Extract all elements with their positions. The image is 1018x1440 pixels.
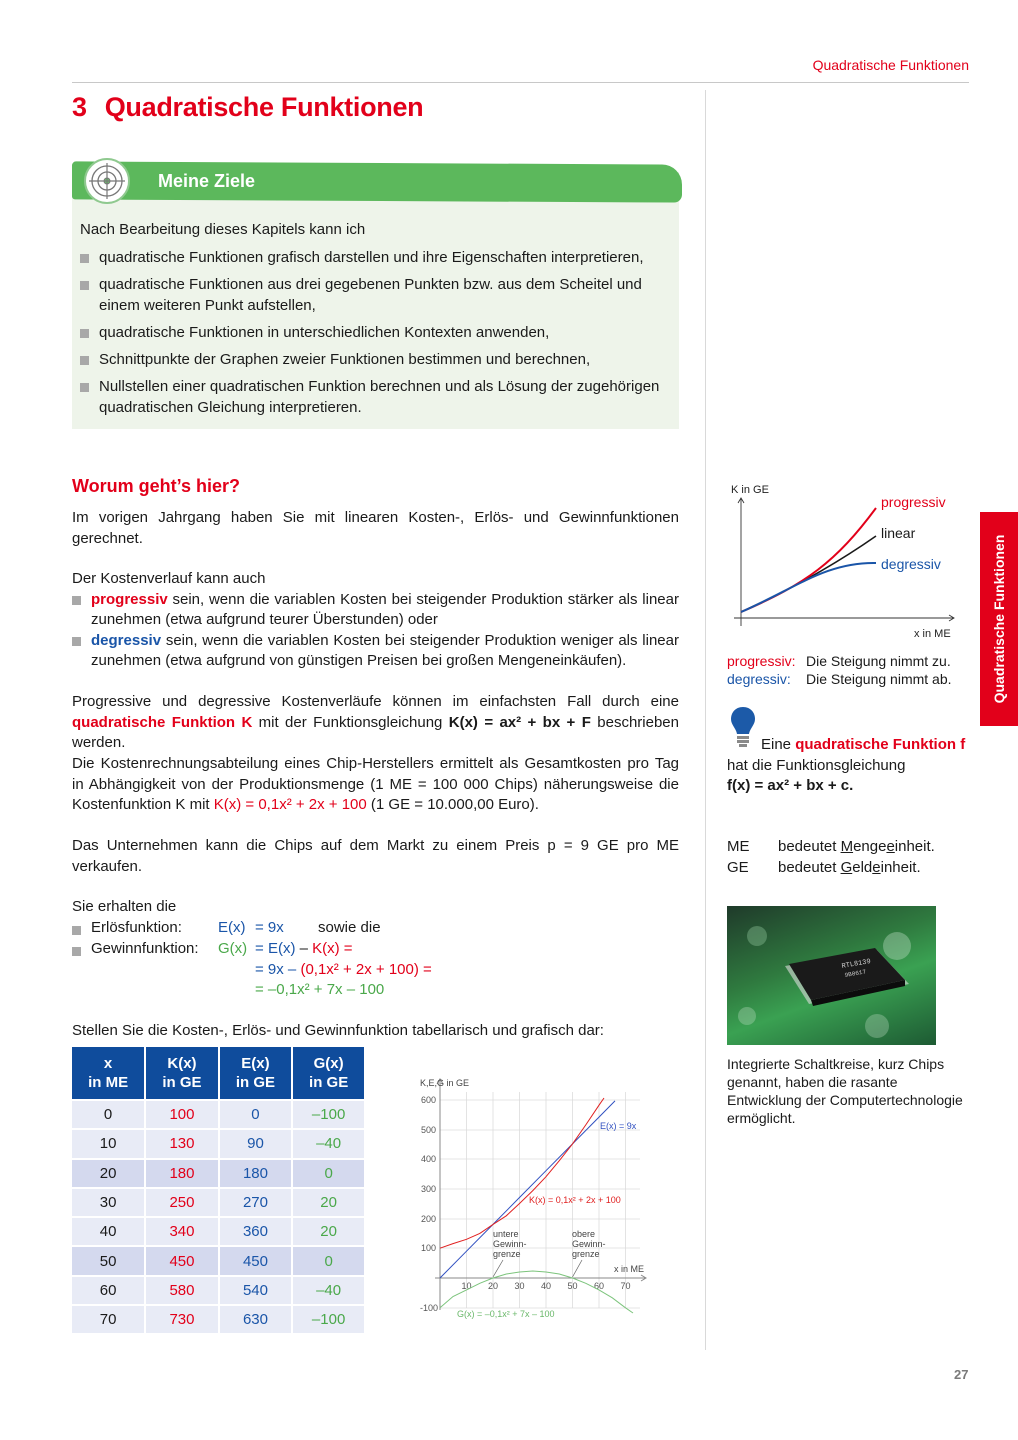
text-run: – (295, 940, 313, 957)
cell-k: 130 (145, 1129, 219, 1158)
header-x: x in ME (72, 1047, 145, 1100)
svg-text:RTL8139: RTL8139 (841, 957, 872, 971)
revenue-tail: sowie die (318, 919, 381, 936)
cell-g: –40 (292, 1276, 364, 1305)
upper-break-even-pointer (573, 1260, 583, 1277)
cell-g: –100 (292, 1305, 364, 1333)
goal-item: quadratische Funktionen aus drei gegebenen Punkten bzw. aus dem Scheitel und einem weiteren Punkt aufstellen, (80, 274, 678, 316)
revenue-fn: E(x) (218, 919, 246, 936)
column-divider (705, 90, 706, 1350)
def-text: Die Steigung nimmt ab. (806, 671, 952, 687)
chapter-title-text: Quadratische Funktionen (104, 92, 424, 122)
cell-g: 20 (292, 1188, 364, 1217)
page-number: 27 (954, 1367, 969, 1382)
svg-text:Gewinn-: Gewinn- (572, 1239, 606, 1249)
degressiv-text: sein, wenn die variablen Kosten bei steigender Produktion weniger als linear zunehmen (etwa aufgrund von günstigen Preisen bei großen Mengeneinkäufen). (91, 631, 679, 669)
abbr: GE (727, 858, 749, 876)
svg-text:30: 30 (514, 1281, 525, 1291)
svg-text:60: 60 (593, 1281, 605, 1291)
cost-curve-types-chart (726, 478, 966, 640)
cost-label: K(x) = 0,1x² + 2x + 100 (529, 1195, 621, 1205)
cost-curve-intro: Der Kostenverlauf kann auch (72, 570, 266, 587)
svg-text:grenze: grenze (572, 1249, 600, 1259)
profit-step-2 (255, 961, 432, 978)
cell-k: 250 (145, 1188, 219, 1217)
quadratic-paragraph (72, 692, 679, 754)
svg-text:obere: obere (572, 1229, 596, 1239)
text-run: Progressive und degressive Kostenverläufe können im einfachsten Fall durch eine (72, 693, 679, 710)
text-run: mit der Funktionsgleichung (252, 713, 449, 731)
general-cost-formula: K(x) = ax² + bx + F (448, 713, 591, 731)
table-row (72, 1305, 364, 1333)
cell-g: 20 (292, 1217, 364, 1246)
text-run: K(x) = (312, 940, 353, 957)
table-row (72, 1100, 364, 1129)
table-row (72, 1276, 364, 1305)
svg-text:9B0617: 9B0617 (844, 968, 867, 979)
degressiv-term: degressiv (91, 631, 162, 649)
x-axis-label: x in ME (614, 1264, 645, 1274)
table-row (72, 1246, 364, 1275)
svg-text:200: 200 (420, 1214, 436, 1224)
profit-label: Gewinnfunktion: (91, 940, 199, 957)
goal-item: Nullstellen einer quadratischen Funktion berechnen und als Lösung der zugehörigen quadratischen Gleichung interpretieren. (80, 376, 678, 418)
functions-intro: Sie erhalten die (72, 898, 177, 915)
text-run: beschrieben werden. (72, 713, 679, 751)
cost-curve (440, 1098, 604, 1248)
cell-k: 340 (145, 1217, 219, 1246)
cell-e: 450 (219, 1246, 293, 1275)
cell-k: 180 (145, 1159, 219, 1188)
table-row (72, 1159, 364, 1188)
def-term: progressiv: (727, 653, 796, 669)
text-run: (0,1x² + 2x + 100) = (300, 961, 432, 978)
svg-text:600: 600 (420, 1095, 436, 1105)
x-ticks (461, 1281, 630, 1291)
degressiv-curve (741, 563, 876, 612)
goals-intro: Nach Bearbeitung dieses Kapitels kann ich (80, 221, 366, 238)
text-run: = (255, 940, 268, 957)
running-header-title: Quadratische Funktionen (812, 57, 969, 73)
linear-line (741, 536, 876, 612)
cost-curve-list (72, 590, 679, 672)
header-g: G(x) in GE (292, 1047, 364, 1100)
cell-k: 450 (145, 1246, 219, 1275)
cell-e: 0 (219, 1100, 293, 1129)
tip-box (727, 735, 967, 797)
target-icon (84, 158, 130, 204)
chip-cost-paragraph (72, 754, 679, 816)
revenue-label: E(x) = 9x (600, 1121, 637, 1131)
cell-g: 0 (292, 1159, 364, 1188)
chapter-title (72, 92, 423, 123)
quadratic-function-term: quadratische Funktion K (72, 713, 253, 731)
profit-step-3: = –0,1x² + 7x – 100 (255, 981, 385, 998)
task-instruction: Stellen Sie die Kosten-, Erlös- und Gewinnfunktion tabellarisch und grafisch dar: (72, 1022, 604, 1039)
cell-k: 730 (145, 1305, 219, 1333)
chip-caption: Integrierte Schaltkreise, kurz Chips genannt, haben die rasante Entwicklung der Computertechnologie ermöglicht. (727, 1056, 963, 1126)
cell-e: 360 (219, 1217, 293, 1246)
cell-x: 40 (72, 1217, 145, 1246)
cell-e: 630 (219, 1305, 293, 1333)
cell-x: 30 (72, 1188, 145, 1217)
svg-text:100: 100 (420, 1243, 436, 1253)
svg-text:400: 400 (420, 1154, 436, 1164)
slope-definitions (727, 652, 952, 688)
table-row (72, 1217, 364, 1246)
chapter-number: 3 (72, 92, 87, 122)
y-axis-label: K in GE (731, 484, 769, 496)
svg-text:50: 50 (567, 1281, 578, 1291)
revenue-label: Erlösfunktion: (91, 919, 182, 936)
cost-curve-paragraph (72, 569, 679, 672)
cell-x: 50 (72, 1246, 145, 1275)
def-progressiv (727, 652, 952, 670)
profit-curve (440, 1271, 633, 1313)
unit-definitions (727, 837, 935, 878)
svg-text:10: 10 (461, 1281, 472, 1291)
progressiv-item (72, 590, 679, 631)
table-row (72, 1188, 364, 1217)
lower-break-even-label (493, 1229, 527, 1259)
goals-banner-title: Meine Ziele (158, 171, 256, 191)
section-title: Worum geht’s hier? (72, 476, 241, 496)
cell-x: 70 (72, 1305, 145, 1333)
svg-text:20: 20 (487, 1281, 499, 1291)
goal-item: Schnittpunkte der Graphen zweier Funktionen bestimmen und berechnen, (80, 349, 678, 370)
profit-row (72, 940, 353, 957)
cost-formula: K(x) = 0,1x² + 2x + 100 (213, 796, 367, 813)
text-run: Eine (761, 736, 796, 753)
x-axis-label: x in ME (914, 628, 951, 640)
abbr: ME (727, 838, 750, 855)
upper-break-even-label (572, 1229, 606, 1259)
svg-text:grenze: grenze (493, 1249, 521, 1259)
progressiv-term: progressiv (91, 590, 168, 608)
tip-line-2: hat die Funktionsgleichung (727, 756, 906, 774)
def-degressiv (727, 670, 952, 688)
goals-list (80, 247, 678, 424)
table-header-row (72, 1047, 364, 1100)
goal-item: quadratische Funktionen grafisch darstellen und ihre Eigenschaften interpretieren, (80, 247, 678, 268)
tip-line-1 (727, 735, 967, 756)
cell-e: 270 (219, 1188, 293, 1217)
value-table (72, 1047, 364, 1333)
side-tab-label: Quadratische Funktionen (991, 534, 1007, 704)
me-definition: ME bedeutet Mengeeinheit. (727, 837, 935, 858)
price-paragraph: Das Unternehmen kann die Chips auf dem Markt zu einem Preis p = 9 GE pro ME verkaufen. (72, 837, 679, 875)
cell-x: 60 (72, 1276, 145, 1305)
cell-k: 580 (145, 1276, 219, 1305)
svg-text:500: 500 (420, 1125, 436, 1135)
cell-g: 0 (292, 1246, 364, 1275)
cell-x: 10 (72, 1129, 145, 1158)
text-run: E(x) (267, 940, 296, 957)
intro-paragraph: Im vorigen Jahrgang haben Sie mit linearen Kosten-, Erlös- und Gewinnfunktionen gerechnet. (72, 509, 679, 547)
ge-definition: GE bedeutet Geldeinheit. (727, 858, 935, 879)
progressiv-label: progressiv (881, 494, 946, 510)
cell-e: 180 (219, 1159, 293, 1188)
tip-term: quadratische Funktion f (795, 736, 966, 753)
cell-e: 540 (219, 1276, 293, 1305)
text-run: = 9x – (255, 961, 301, 978)
linear-label: linear (881, 525, 916, 541)
text-run: Die Kostenrechnungsabteilung eines Chip-Herstellers ermittelt als Gesamtkosten pro Tag in Abhängigkeit von der Produktionsmenge (1 ME = 100 000 Chips) näherungsweise die Kostenfunktion K mit (72, 755, 679, 813)
progressiv-text: sein, wenn die variablen Kosten bei steigender Produktion stärker als linear zunehmen (etwa aufgrund teurer Überstunden) oder (91, 590, 679, 628)
progressiv-curve (741, 508, 876, 612)
tip-formula: f(x) = ax² + bx + c. (727, 777, 854, 794)
header-e: E(x) in GE (219, 1047, 293, 1100)
goal-item: quadratische Funktionen in unterschiedlichen Kontexten anwenden, (80, 322, 678, 343)
revenue-row (72, 919, 381, 936)
revenue-eq: = 9x (255, 919, 284, 936)
chapter-side-tab (980, 512, 1018, 726)
svg-text:70: 70 (620, 1281, 631, 1291)
y-ticks (420, 1095, 438, 1313)
svg-text:-100: -100 (419, 1303, 438, 1313)
cell-g: –100 (292, 1100, 364, 1129)
header-k: K(x) in GE (145, 1047, 219, 1100)
def-text: Die Steigung nimmt zu. (806, 653, 951, 669)
lower-break-even-pointer (493, 1260, 503, 1277)
table-row (72, 1129, 364, 1158)
degressiv-item (72, 631, 679, 672)
def-term: degressiv: (727, 671, 791, 687)
svg-text:300: 300 (420, 1184, 436, 1194)
cost-revenue-profit-chart (405, 1072, 665, 1322)
chip-photo (727, 906, 936, 1045)
text-run: (1 GE = 10.000,00 Euro). (366, 796, 539, 813)
y-axis-label: K,E,G in GE (420, 1078, 470, 1088)
svg-text:untere: untere (493, 1229, 519, 1239)
profit-label: G(x) = –0,1x² + 7x – 100 (457, 1309, 555, 1319)
microchip-image (727, 906, 936, 1045)
svg-text:Gewinn-: Gewinn- (493, 1239, 527, 1249)
cell-k: 100 (145, 1100, 219, 1129)
cell-e: 90 (219, 1129, 293, 1158)
cell-g: –40 (292, 1129, 364, 1158)
cell-x: 20 (72, 1159, 145, 1188)
svg-text:40: 40 (540, 1281, 552, 1291)
degressiv-label: degressiv (881, 556, 941, 572)
cell-x: 0 (72, 1100, 145, 1129)
header-divider (72, 82, 969, 83)
profit-fn: G(x) (218, 940, 248, 957)
